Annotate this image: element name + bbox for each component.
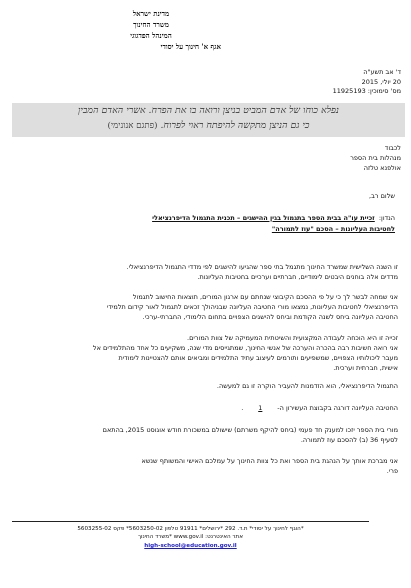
paragraph-line: פרי.	[386, 467, 398, 475]
quote-line-2-text: כי גם הניצן מתקשה להיפתח ראוי לפרוח.	[160, 120, 310, 131]
paragraph-5-ranking	[12, 403, 398, 413]
addressee-block	[251, 143, 401, 174]
footer	[12, 525, 369, 550]
subject-first-line	[13, 213, 395, 224]
reference-number: מס' סימוכין: 11925193	[332, 87, 401, 96]
subject-line	[13, 213, 395, 234]
greeting: שלום רב,	[369, 192, 395, 200]
hebrew-date: ד' אב תשע"ה	[363, 68, 401, 76]
paragraph-3	[12, 333, 398, 373]
paragraph-4	[12, 381, 398, 391]
letterhead-line-administration: המינהל הפדגוגי	[130, 31, 172, 40]
gregorian-date: 20 יולי, 2015	[361, 77, 401, 86]
letterhead-line-department: אגף א' חינוך על יסודי	[160, 42, 221, 51]
paragraph-line: אני רואה חשיבות רבה בהכרה והערכה של אנשי החינוך, שמתגייסים מדי שנה, משקיעים כל אחד מהתלמידים אל	[92, 344, 398, 352]
subject-text-2: לחטיבות העליונות – הסכם "עוז לתמורה"	[271, 224, 395, 233]
quote-line-1: נפלא כוחו של אדם המביט בניצן ורואה בו את הפרח. אשרי האדם המבין	[78, 105, 339, 116]
letterhead	[81, 8, 221, 52]
paragraph-line: הדיפרנציאלי לחטיבות העליונות, נמצאו מורי החטיבה העליונה שבניהולך זכאים לתגמול לאור קידום תלמידי	[106, 303, 398, 311]
paragraph-2	[12, 292, 398, 322]
paragraph-line: מורי בית הספר יזכו למענק חד פעמי (ביחס להיקף משרתם) שישולם במשכורת חודש אוגוסט 2015, בהתאם	[102, 426, 398, 434]
decile-value: 1	[258, 404, 263, 412]
subject-text-1: זכיית עו"ה בבית הספר בתגמול בגין ההישגים – תכנית התגמול הדיפרנציאלי	[152, 214, 375, 222]
paragraph-line: לסעיף 36 (ב) להסכם עוז לתמורה.	[300, 436, 398, 444]
ranking-text: החטיבה העליונה דורגה בקבוצת העשירון ה-	[277, 404, 398, 412]
footer-divider	[12, 521, 369, 522]
footer-website: אתר האינטרנט: www.gov.il *משרד החינוך	[138, 534, 243, 541]
addressee-salutation: לכבוד	[384, 144, 401, 152]
paragraph-line: אני שמחה לבשר לך כי על פי ההסכם הקיבוצי שנחתם עם ארגון המורים, תוצאות החישוב לתגמול	[132, 293, 398, 301]
paragraph-6	[12, 425, 398, 445]
paragraph-line: מדדים אלה בוחנים היבטים לימודיים, חברתיים וערכיים בחטיבות העליונות.	[197, 273, 398, 281]
paragraph-line: החטיבה העליונה ביחס לשנה הקודמת וביחס להישגים הצפויים בתחום הלימודי, החברתי-ערכי.	[142, 313, 398, 321]
paragraph-line: מעבר ליכולותיו הצפויים, שמשפיעים ותורמים לעיצוב עתיד התלמידים ומביאים אותם להצטיינות לימודית	[118, 354, 398, 362]
letterhead-line-state: מדינת ישראל	[132, 9, 170, 18]
paragraph-line: אני מברכת אותך על הנהגת בית הספר ואת כל צוות החינוך על עמלכם האישי והמשותף שנשא	[141, 457, 398, 465]
quote-source: (פתגם אנונימי)	[107, 121, 158, 131]
quote-line-2	[12, 118, 405, 134]
paragraph-7	[12, 456, 398, 476]
paragraph-line: התגמול הדיפרנציאלי, הוא הזדמנות להעביר הוקרה זו גם למעשה.	[216, 382, 398, 390]
paragraph-1	[12, 262, 398, 282]
ranking-after: .	[241, 404, 244, 412]
addressee-role: מנהלות בית הספר	[350, 154, 401, 163]
subject-label: הנדון:	[378, 214, 395, 222]
footer-email-link[interactable]: high-school@education.gov.il	[144, 542, 237, 549]
paragraph-line: זו השנה השלישית שמשרד החינוך מתגמל בתי ספר שהגיעו להישגים לפי מדדי התגמול הדיפרנציאלי.	[126, 263, 398, 271]
paragraph-line: זכייה זו היא הוכחה לעבודה המקצועית והשיטתית המעמיקה של צוות המורים.	[187, 334, 398, 342]
quote-banner	[12, 103, 405, 137]
addressee-name: אולפנא טלזה	[363, 164, 401, 173]
ranking-line	[12, 403, 398, 413]
date-block	[311, 68, 401, 97]
footer-contact: *הוגף לחינוך על יסודי* ת.ד. 292 *ירושלים* 91911 טלפון 5603250-02* פקס 5603255-02	[77, 526, 304, 532]
paragraph-line: אישית, חברתית וערכית.	[333, 364, 398, 372]
letterhead-line-ministry: משרד החינוך	[133, 20, 169, 29]
